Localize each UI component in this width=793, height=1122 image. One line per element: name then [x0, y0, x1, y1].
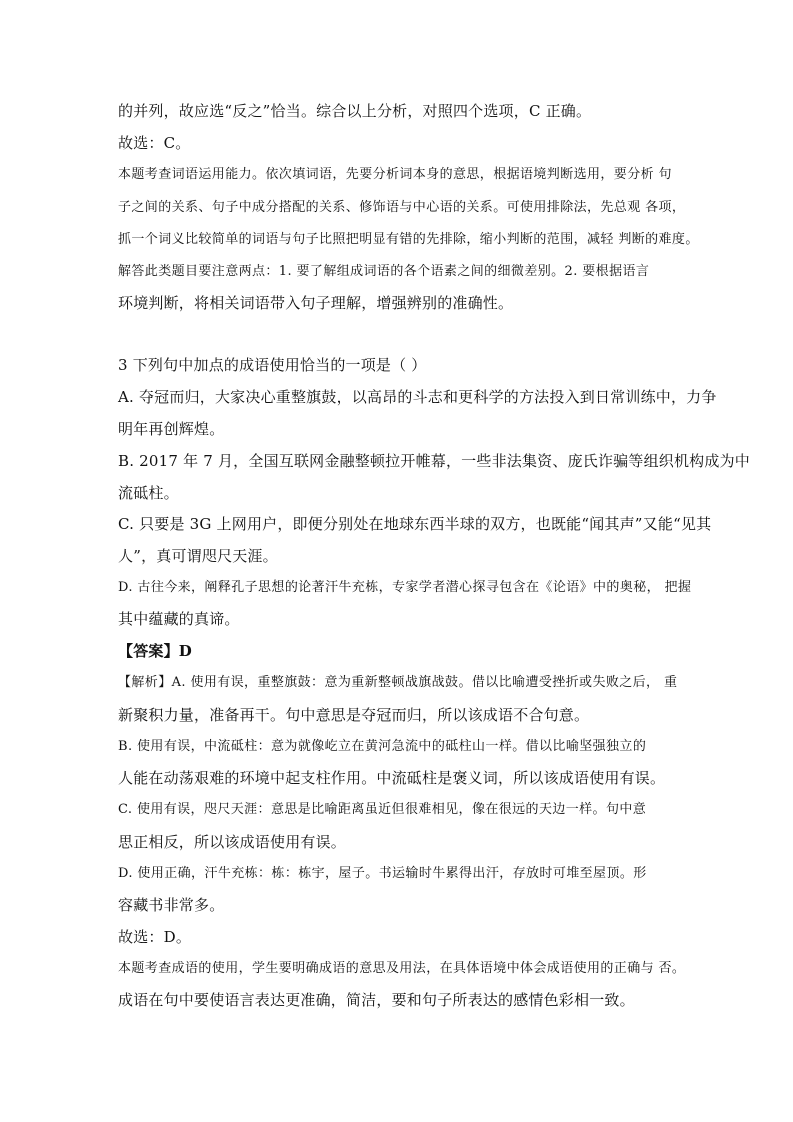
analysis-line: 【解析】A. 使用有误，重整旗鼓：意为重新整顿战旗战鼓。借以比喻遭受挫折或失败之后， 重	[118, 675, 678, 690]
analysis-line: D. 使用正确，汗牛充栋：栋：栋宇，屋子。书运输时牛累得出汗，存放时可堆至屋顶。形	[118, 866, 647, 881]
option-a: A. 夺冠而归，大家决心重整旗鼓，以高昂的斗志和更科学的方法投入到日常训练中，力争	[118, 388, 717, 406]
text-line: 环境判断，将相关词语带入句子理解，增强辨别的准确性。	[118, 294, 514, 312]
text-line: 故选：D。	[118, 928, 192, 946]
analysis-line: 思正相反，所以该成语使用有误。	[118, 833, 347, 851]
option-d-cont: 其中蕴藏的真谛。	[118, 610, 240, 628]
option-c: C. 只要是 3G 上网用户，即便分别处在地球东西半球的双方，也既能“闻其声”又能“见其	[118, 515, 712, 533]
answer-label: 【答案】D	[118, 642, 193, 660]
text-line: 子之间的关系、句子中成分搭配的关系、修饰语与中心语的关系。可使用排除法，先总观 各项，	[118, 200, 686, 215]
text-line: 抓一个词义比较简单的词语与句子比照把明显有错的先排除，缩小判断的范围，减轻 判断的难度。	[118, 232, 699, 247]
text-line: 解答此类题目要注意两点：1. 要了解组成词语的各个语素之间的细微差别。2. 要根据语言	[118, 264, 650, 279]
analysis-line: 新聚积力量，准备再干。句中意思是夺冠而归，所以该成语不合句意。	[118, 706, 590, 724]
text-line: 成语在句中要使语言表达更准确，简洁，要和句子所表达的感情色彩相一致。	[118, 991, 635, 1009]
option-b: B. 2017 年 7 月，全国互联网金融整顿拉开帷幕，一些非法集资、庞氏诈骗等组织机构成为中	[118, 452, 750, 470]
text-line: 本题考查成语的使用，学生要明确成语的意思及用法，在具体语境中体会成语使用的正确与 否。	[118, 961, 686, 976]
analysis-line: B. 使用有误，中流砥柱：意为就像屹立在黄河急流中的砥柱山一样。借以比喻坚强独立的	[118, 739, 647, 754]
analysis-line: C. 使用有误，咫尺天涯：意思是比喻距离虽近但很难相见，像在很远的天边一样。句中意	[118, 802, 647, 817]
text-line: 本题考查词语运用能力。依次填词语，先要分析词本身的意思，根据语境判断选用，要分析 句	[118, 167, 672, 182]
option-b-cont: 流砥柱。	[118, 484, 179, 502]
option-c-cont: 人”，真可谓咫尺天涯。	[118, 547, 278, 565]
option-a-cont: 明年再创辉煌。	[118, 420, 225, 438]
option-d: D. 古往今来，阐释孔子思想的论著汗牛充栋，专家学者潜心探寻包含在《论语》中的奥秘， 把握	[118, 580, 692, 595]
analysis-line: 人能在动荡艰难的环境中起支柱作用。中流砥柱是褒义词，所以该成语使用有误。	[118, 769, 666, 787]
question-title: 3 下列句中加点的成语使用恰当的一项是（ ）	[118, 356, 427, 374]
text-line: 故选：C。	[118, 134, 191, 152]
analysis-line: 容藏书非常多。	[118, 896, 225, 914]
text-line: 的并列，故应选“反之”恰当。综合以上分析，对照四个选项，C 正确。	[118, 102, 592, 120]
